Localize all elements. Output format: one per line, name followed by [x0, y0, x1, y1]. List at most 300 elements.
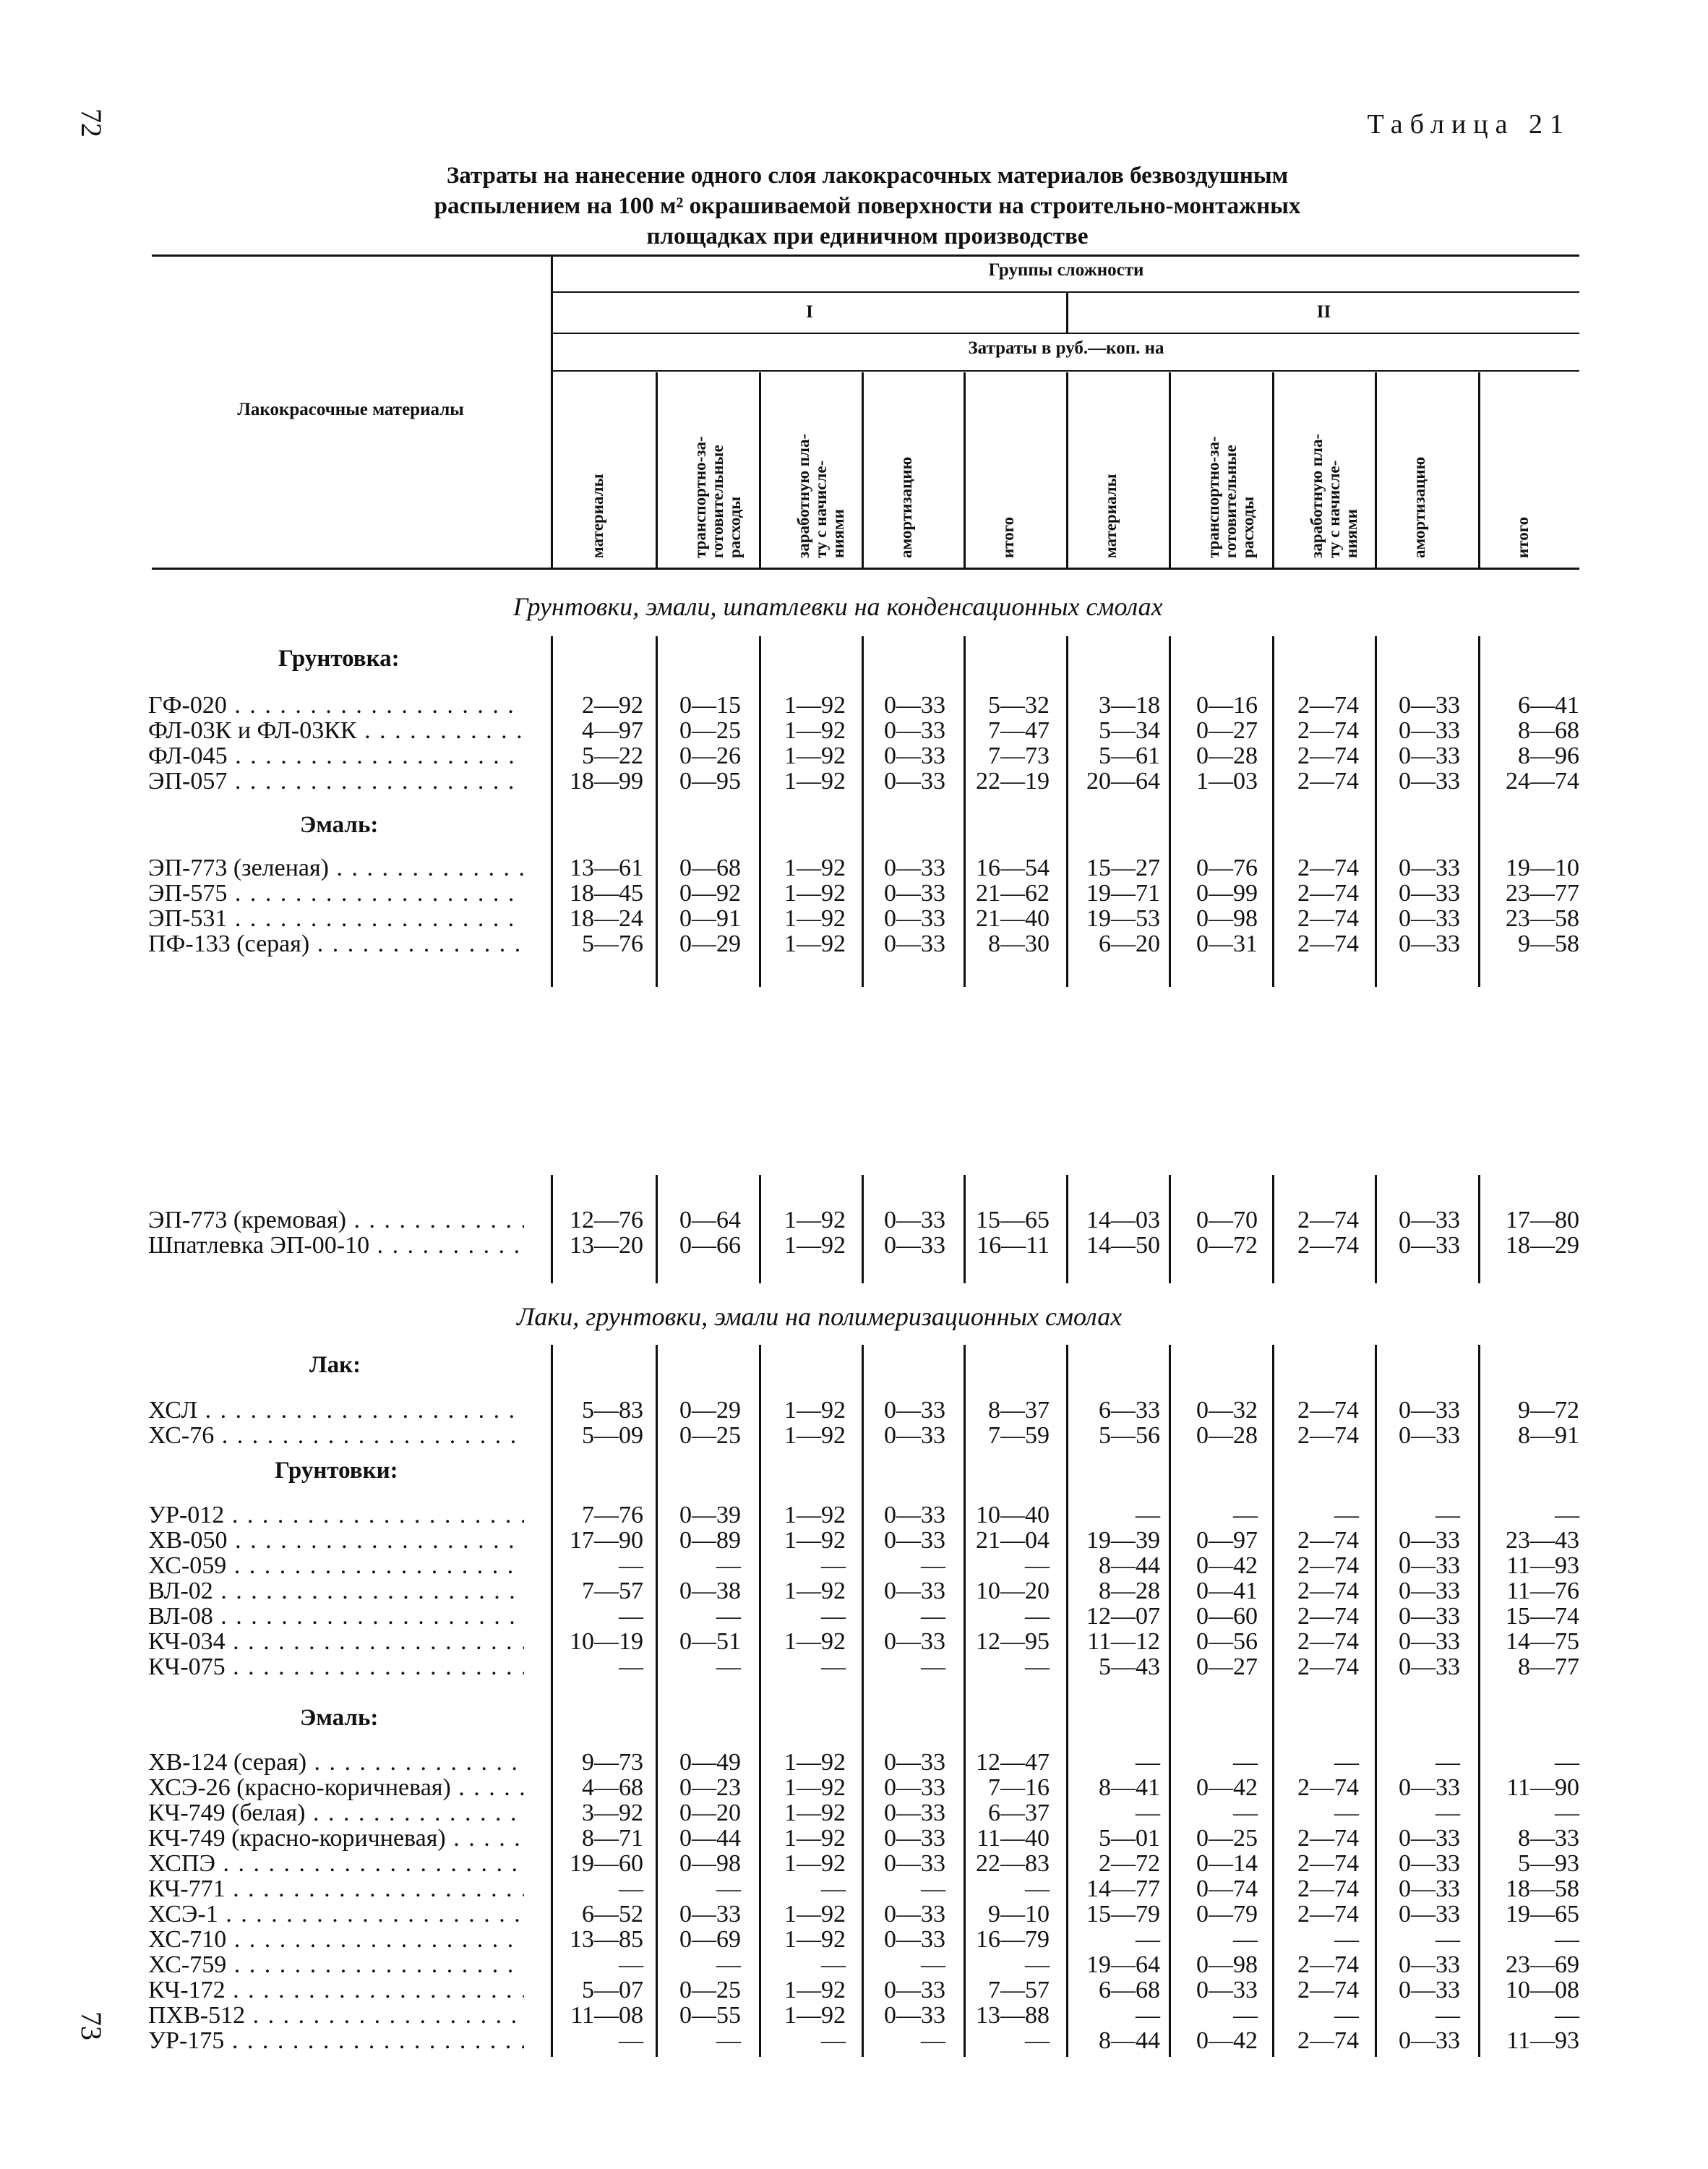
- material-name: ФЛ-03К и ФЛ-03КК . . .: [148, 718, 524, 744]
- material-name: ХСЛ . . .: [148, 1398, 524, 1424]
- cost-cell: 0—16: [1196, 692, 1258, 719]
- column-rule: [1478, 1175, 1480, 1283]
- group-label: Эмаль:: [300, 1705, 379, 1731]
- column-rule: [1169, 1345, 1171, 2057]
- cost-cell: 8—91: [1518, 1422, 1579, 1449]
- cost-cell: 2—74: [1297, 2027, 1359, 2054]
- cost-cell: —: [1436, 1926, 1460, 1953]
- cost-cell: —: [1025, 1552, 1050, 1579]
- cost-cell: 0—28: [1196, 743, 1258, 769]
- cost-cell: 1—92: [784, 1901, 846, 1928]
- cost-cell: 2—74: [1297, 931, 1359, 957]
- table-row: [148, 855, 1608, 881]
- table-row: [148, 2028, 1608, 2054]
- cost-cell: 16—79: [976, 1926, 1050, 1953]
- table-row: [148, 1876, 1608, 1902]
- cost-cell: 0—33: [884, 1774, 945, 1801]
- material-name: ЭП-773 (кремовая) . . .: [148, 1207, 524, 1233]
- cost-cell: 0—42: [1196, 2027, 1258, 2054]
- cost-cell: 11—40: [977, 1825, 1050, 1852]
- cost-cell: 0—95: [679, 768, 741, 795]
- column-header: материалы: [588, 474, 606, 558]
- cost-cell: 1—03: [1196, 768, 1258, 795]
- cost-cell: 0—28: [1196, 1422, 1258, 1449]
- cost-cell: 7—47: [988, 717, 1050, 744]
- cost-cell: 19—39: [1086, 1527, 1160, 1554]
- group-label: Эмаль:: [300, 812, 379, 838]
- column-header: материалы: [1102, 474, 1120, 558]
- cost-cell: 0—41: [1196, 1578, 1258, 1604]
- cost-cell: —: [821, 1875, 846, 1902]
- cost-cell: 0—76: [1196, 855, 1258, 881]
- cost-cell: 1—92: [784, 743, 846, 769]
- table-row: [148, 1750, 1608, 1776]
- cost-cell: —: [821, 1552, 846, 1579]
- table-row: [148, 693, 1608, 719]
- cost-cell: 2—74: [1297, 743, 1359, 769]
- column-header: итого: [999, 516, 1017, 558]
- cost-cell: 12—47: [976, 1749, 1050, 1776]
- cost-cell: 1—92: [784, 931, 846, 957]
- cost-cell: 0—15: [679, 692, 741, 719]
- cost-cell: 5—43: [1099, 1654, 1160, 1680]
- cost-cell: 6—41: [1518, 692, 1579, 719]
- table-row: [148, 881, 1608, 907]
- cost-cell: 0—33: [1399, 880, 1460, 907]
- table-row: [148, 1233, 1608, 1259]
- column-rule: [551, 1175, 553, 1283]
- column-divider: [759, 372, 761, 568]
- material-name: ПХВ-512 . . .: [148, 2003, 524, 2029]
- table-row: [148, 1654, 1608, 1680]
- cost-cell: 0—33: [1399, 855, 1460, 881]
- cost-cell: 11—08: [570, 2002, 643, 2029]
- cost-cell: 0—25: [679, 1422, 741, 1449]
- cost-cell: 5—83: [582, 1397, 643, 1424]
- group-label: Грунтовки:: [275, 1458, 398, 1484]
- cost-cell: —: [821, 1654, 846, 1680]
- cost-cell: 0—26: [679, 743, 741, 769]
- material-name: ВЛ-08 . . .: [148, 1604, 524, 1630]
- cost-cell: 0—33: [884, 855, 945, 881]
- cost-cell: 23—77: [1506, 880, 1579, 907]
- cost-cell: 0—33: [1399, 768, 1460, 795]
- cost-cell: 0—33: [884, 1901, 945, 1928]
- cost-cell: 3—18: [1099, 692, 1160, 719]
- cost-cell: 0—33: [884, 931, 945, 957]
- cost-cell: 5—61: [1099, 743, 1160, 769]
- title-line: Затраты на нанесение одного слоя лакокрасочных материалов безвоздушным: [446, 163, 1289, 189]
- cost-cell: 0—92: [679, 880, 741, 907]
- cost-cell: 7—16: [988, 1774, 1050, 1801]
- cost-cell: 0—31: [1196, 931, 1258, 957]
- table-row: [148, 1901, 1608, 1928]
- cost-cell: 1—92: [784, 1422, 846, 1449]
- cost-cell: —: [619, 1603, 643, 1630]
- column-divider: [1478, 372, 1480, 568]
- column-rule: [862, 1175, 864, 1283]
- cost-cell: 0—66: [679, 1232, 741, 1259]
- cost-cell: 5—09: [582, 1422, 643, 1449]
- header-top-rule: [152, 254, 1579, 257]
- cost-cell: 0—33: [1399, 692, 1460, 719]
- cost-cell: 0—33: [1399, 717, 1460, 744]
- cost-cell: 0—14: [1196, 1850, 1258, 1877]
- table-row: [148, 1927, 1608, 1953]
- cost-cell: 8—28: [1099, 1578, 1160, 1604]
- cost-cell: 5—01: [1099, 1825, 1160, 1852]
- cost-cell: —: [921, 1654, 945, 1680]
- cost-cell: 5—22: [582, 743, 643, 769]
- cost-cell: 0—55: [679, 2002, 741, 2029]
- cost-cell: 12—07: [1086, 1603, 1160, 1630]
- cost-cell: 2—74: [1297, 1628, 1359, 1655]
- cost-cell: 2—72: [1099, 1850, 1160, 1877]
- cost-cell: 0—39: [679, 1502, 741, 1528]
- table-row: [148, 1826, 1608, 1852]
- cost-cell: 19—53: [1086, 905, 1160, 932]
- column-rule: [1169, 636, 1171, 987]
- column-rule: [1375, 636, 1377, 987]
- column-header: заработную пла- ту с начисле- ниями: [1308, 433, 1360, 558]
- cost-cell: —: [1233, 1926, 1258, 1953]
- cost-cell: 21—40: [976, 905, 1050, 932]
- column-rule: [964, 1345, 966, 2057]
- cost-cell: 1—92: [784, 1527, 846, 1554]
- material-name: ХС-76 . . .: [148, 1423, 524, 1449]
- cost-cell: 4—97: [582, 717, 643, 744]
- cost-cell: 14—77: [1086, 1875, 1160, 1902]
- table-row: [148, 1851, 1608, 1877]
- table-row: [148, 1553, 1608, 1579]
- cost-cell: —: [1334, 1502, 1359, 1528]
- cost-cell: 23—69: [1506, 1951, 1579, 1978]
- cost-cell: —: [1334, 2002, 1359, 2029]
- cost-cell: 9—10: [988, 1901, 1050, 1928]
- cost-cell: 18—45: [570, 880, 643, 907]
- cost-cell: 1—92: [784, 692, 846, 719]
- column-rule: [656, 636, 658, 987]
- material-name: ХСЭ-1 . . .: [148, 1901, 524, 1928]
- cost-cell: 19—10: [1506, 855, 1579, 881]
- cost-cell: 1—92: [784, 1628, 846, 1655]
- cost-cell: 0—79: [1196, 1901, 1258, 1928]
- cost-cell: 22—83: [976, 1850, 1050, 1877]
- column-divider: [964, 372, 966, 568]
- cost-cell: 15—74: [1506, 1603, 1579, 1630]
- cost-cell: 0—33: [679, 1901, 741, 1928]
- cost-cell: 11—90: [1506, 1774, 1579, 1801]
- cost-cell: 2—74: [1297, 1774, 1359, 1801]
- cost-cell: 12—76: [570, 1207, 643, 1233]
- column-divider: [862, 372, 864, 568]
- cost-cell: 0—33: [1399, 1397, 1460, 1424]
- material-name: ЭП-773 (зеленая) . . .: [148, 855, 524, 881]
- cost-cell: —: [1025, 1654, 1050, 1680]
- cost-cell: —: [1136, 1926, 1160, 1953]
- cost-cell: 2—92: [582, 692, 643, 719]
- cost-cell: 0—32: [1196, 1397, 1258, 1424]
- cost-cell: 15—79: [1086, 1901, 1160, 1928]
- cost-cell: 2—74: [1297, 1397, 1359, 1424]
- column-header: транспортно-за- готовительные расходы: [691, 436, 744, 558]
- cost-cell: 17—90: [570, 1527, 643, 1554]
- cost-cell: 1—92: [784, 1502, 846, 1528]
- title-line: площадках при единичном производстве: [646, 223, 1089, 249]
- cost-cell: —: [619, 1875, 643, 1902]
- cost-cell: 1—92: [784, 905, 846, 932]
- cost-cell: 19—71: [1086, 880, 1160, 907]
- cost-cell: 1—92: [784, 1207, 846, 1233]
- material-name: ХС-710 . . .: [148, 1927, 524, 1953]
- group-2-header: II: [1316, 302, 1331, 322]
- cost-cell: 0—98: [679, 1850, 741, 1877]
- cost-cell: 0—33: [1399, 1654, 1460, 1680]
- cost-cell: 16—11: [977, 1232, 1050, 1259]
- material-name: ЭП-057 . . .: [148, 769, 524, 795]
- cost-cell: 0—33: [1399, 905, 1460, 932]
- column-rule: [551, 1345, 553, 2057]
- cost-cell: —: [1555, 1800, 1579, 1826]
- cost-cell: 2—74: [1297, 1552, 1359, 1579]
- cost-cell: 7—59: [988, 1422, 1050, 1449]
- cost-cell: 0—91: [679, 905, 741, 932]
- cost-cell: —: [1136, 1749, 1160, 1776]
- column-rule: [862, 1345, 864, 2057]
- table-row: [148, 718, 1608, 744]
- material-name: УР-175 . . .: [148, 2028, 524, 2054]
- cost-cell: 5—56: [1099, 1422, 1160, 1449]
- material-name: КЧ-749 (красно-коричневая) . . .: [148, 1826, 524, 1852]
- cost-cell: 0—97: [1196, 1527, 1258, 1554]
- cost-cell: 0—33: [1399, 1422, 1460, 1449]
- column-header: итого: [1514, 516, 1532, 558]
- cost-cell: 0—33: [884, 1977, 945, 2003]
- cost-cell: 0—56: [1196, 1628, 1258, 1655]
- cost-cell: 0—98: [1196, 1951, 1258, 1978]
- cost-cell: 0—64: [679, 1207, 741, 1233]
- cost-cell: 19—60: [570, 1850, 643, 1877]
- cost-cell: 14—50: [1086, 1232, 1160, 1259]
- table-row: [148, 1775, 1608, 1801]
- cost-cell: 1—92: [784, 1749, 846, 1776]
- cost-cell: —: [1136, 2002, 1160, 2029]
- cost-cell: 10—08: [1506, 1977, 1579, 2003]
- cost-cell: 0—29: [679, 1397, 741, 1424]
- cost-cell: 1—92: [784, 1774, 846, 1801]
- cost-cell: 0—68: [679, 855, 741, 881]
- column-rule: [656, 1345, 658, 2057]
- cost-cell: 2—74: [1297, 768, 1359, 795]
- cost-cell: —: [1233, 1502, 1258, 1528]
- cost-cell: —: [716, 1951, 741, 1978]
- cost-cell: 2—74: [1297, 880, 1359, 907]
- costs-rule: [553, 370, 1579, 372]
- cost-cell: 8—41: [1099, 1774, 1160, 1801]
- cost-cell: 11—76: [1506, 1578, 1579, 1604]
- cost-cell: 2—74: [1297, 717, 1359, 744]
- cost-cell: 0—38: [679, 1578, 741, 1604]
- table-label: Таблица 21: [1367, 109, 1571, 140]
- cost-cell: 5—32: [988, 692, 1050, 719]
- column-rule: [964, 1175, 966, 1283]
- cost-cell: 0—33: [884, 768, 945, 795]
- cost-cell: 13—61: [570, 855, 643, 881]
- cost-cell: 8—77: [1518, 1654, 1579, 1680]
- cost-cell: 0—44: [679, 1825, 741, 1852]
- cost-cell: —: [619, 2027, 643, 2054]
- cost-cell: —: [1233, 1800, 1258, 1826]
- cost-cell: —: [1436, 2002, 1460, 2029]
- cost-cell: 0—98: [1196, 905, 1258, 932]
- table-row: [148, 1207, 1608, 1233]
- cost-cell: 0—33: [884, 905, 945, 932]
- cost-cell: 0—33: [884, 1527, 945, 1554]
- column-rule: [656, 1175, 658, 1283]
- cost-cell: 0—25: [679, 717, 741, 744]
- material-name: ХВ-124 (серая) . . .: [148, 1750, 524, 1776]
- column-header: заработную пла- ту с начисле- ниями: [794, 433, 847, 558]
- cost-cell: 2—74: [1297, 1850, 1359, 1877]
- cost-cell: 0—25: [679, 1977, 741, 2003]
- cost-cell: 0—27: [1196, 717, 1258, 744]
- material-name: ХС-059 . . .: [148, 1553, 524, 1579]
- cost-cell: 0—33: [1399, 1875, 1460, 1902]
- cost-cell: 8—37: [988, 1397, 1050, 1424]
- material-name: ВЛ-02 . . .: [148, 1578, 524, 1604]
- cost-cell: 10—19: [570, 1628, 643, 1655]
- cost-cell: —: [1334, 1926, 1359, 1953]
- cost-cell: —: [1136, 1800, 1160, 1826]
- table-row: [148, 1398, 1608, 1424]
- cost-cell: —: [1025, 1951, 1050, 1978]
- cost-cell: 11—12: [1087, 1628, 1160, 1655]
- cost-cell: —: [1233, 2002, 1258, 2029]
- cost-cell: 1—92: [784, 1825, 846, 1852]
- cost-cell: —: [1233, 1749, 1258, 1776]
- cost-cell: 6—68: [1099, 1977, 1160, 2003]
- cost-cell: 18—99: [570, 768, 643, 795]
- cost-cell: 0—49: [679, 1749, 741, 1776]
- cost-cell: 0—51: [679, 1628, 741, 1655]
- material-name: Шпатлевка ЭП-00-10 . . .: [148, 1233, 524, 1259]
- column-rule: [1066, 1345, 1068, 2057]
- cost-cell: 11—93: [1506, 2027, 1579, 2054]
- cost-cell: 0—33: [884, 1397, 945, 1424]
- cost-cell: 8—68: [1518, 717, 1579, 744]
- cost-cell: 10—20: [976, 1578, 1050, 1604]
- cost-cell: 4—68: [582, 1774, 643, 1801]
- column-divider: [656, 372, 658, 568]
- cost-cell: 8—44: [1099, 2027, 1160, 2054]
- cost-cell: 5—76: [582, 931, 643, 957]
- cost-cell: —: [1555, 1926, 1579, 1953]
- cost-cell: 0—99: [1196, 880, 1258, 907]
- cost-cell: 17—80: [1506, 1207, 1579, 1233]
- column-divider: [1169, 372, 1171, 568]
- material-name: КЧ-034 . . .: [148, 1629, 524, 1655]
- cost-cell: —: [619, 1552, 643, 1579]
- column-header: амортизацию: [897, 456, 915, 558]
- cost-cell: 0—33: [884, 743, 945, 769]
- cost-cell: 7—57: [582, 1578, 643, 1604]
- cost-cell: 0—27: [1196, 1654, 1258, 1680]
- table-title: [318, 161, 1417, 252]
- cost-cell: 13—20: [570, 1232, 643, 1259]
- column-rule: [1478, 636, 1480, 987]
- cost-cell: —: [716, 2027, 741, 2054]
- cost-cell: 1—92: [784, 1232, 846, 1259]
- cost-cell: 16—54: [976, 855, 1050, 881]
- cost-cell: 5—34: [1099, 717, 1160, 744]
- cost-cell: 2—74: [1297, 905, 1359, 932]
- cost-cell: 6—37: [988, 1800, 1050, 1826]
- table-row: [148, 931, 1608, 957]
- cost-cell: 0—33: [884, 1232, 945, 1259]
- material-name: ХС-759 . . .: [148, 1952, 524, 1978]
- column-header: транспортно-за- готовительные расходы: [1204, 436, 1257, 558]
- cost-cell: 9—58: [1518, 931, 1579, 957]
- cost-cell: —: [821, 1603, 846, 1630]
- cost-cell: —: [921, 1552, 945, 1579]
- cost-cell: 0—33: [884, 1502, 945, 1528]
- cost-cell: 0—33: [1399, 1901, 1460, 1928]
- cost-cell: 15—27: [1086, 855, 1160, 881]
- cost-cell: 0—33: [1399, 1232, 1460, 1259]
- cost-cell: 2—74: [1297, 1951, 1359, 1978]
- column-rule: [1272, 1175, 1274, 1283]
- material-name: КЧ-172 . . .: [148, 1977, 524, 2003]
- cost-cell: 6—20: [1099, 931, 1160, 957]
- cost-cell: 0—60: [1196, 1603, 1258, 1630]
- cost-cell: 1—92: [784, 768, 846, 795]
- cost-cell: 0—33: [1399, 1977, 1460, 2003]
- cost-cell: —: [1136, 1502, 1160, 1528]
- cost-cell: 1—92: [784, 1850, 846, 1877]
- cost-cell: 5—93: [1518, 1850, 1579, 1877]
- header-bottom-rule: [152, 568, 1579, 570]
- material-name: ЭП-531 . . .: [148, 906, 524, 932]
- cost-cell: 0—33: [1399, 1850, 1460, 1877]
- cost-cell: 19—64: [1086, 1951, 1160, 1978]
- cost-cell: 0—33: [884, 2002, 945, 2029]
- cost-cell: 22—19: [976, 768, 1050, 795]
- cost-cell: 1—92: [784, 1977, 846, 2003]
- material-name: ГФ-020 . . .: [148, 693, 524, 719]
- cost-cell: 0—25: [1196, 1825, 1258, 1852]
- cost-cell: 6—33: [1099, 1397, 1160, 1424]
- cost-cell: 0—33: [884, 1926, 945, 1953]
- cost-cell: —: [821, 2027, 846, 2054]
- cost-cell: 3—92: [582, 1800, 643, 1826]
- cost-cell: 0—33: [884, 717, 945, 744]
- table-row: [148, 1578, 1608, 1604]
- cost-cell: 0—33: [1399, 1951, 1460, 1978]
- cost-cell: 0—33: [1399, 1527, 1460, 1554]
- cost-cell: —: [1025, 2027, 1050, 2054]
- material-name: КЧ-075 . . .: [148, 1654, 524, 1680]
- cost-cell: 0—33: [884, 1749, 945, 1776]
- cost-cell: —: [716, 1875, 741, 1902]
- cost-cell: 1—92: [784, 717, 846, 744]
- cost-cell: 20—64: [1086, 768, 1160, 795]
- column-header: амортизацию: [1410, 456, 1428, 558]
- cost-cell: 0—33: [884, 1825, 945, 1852]
- material-name: ХСЭ-26 (красно-коричневая) . . .: [148, 1775, 524, 1801]
- cost-cell: 1—92: [784, 1397, 846, 1424]
- cost-cell: 8—44: [1099, 1552, 1160, 1579]
- cost-cell: 2—74: [1297, 1654, 1359, 1680]
